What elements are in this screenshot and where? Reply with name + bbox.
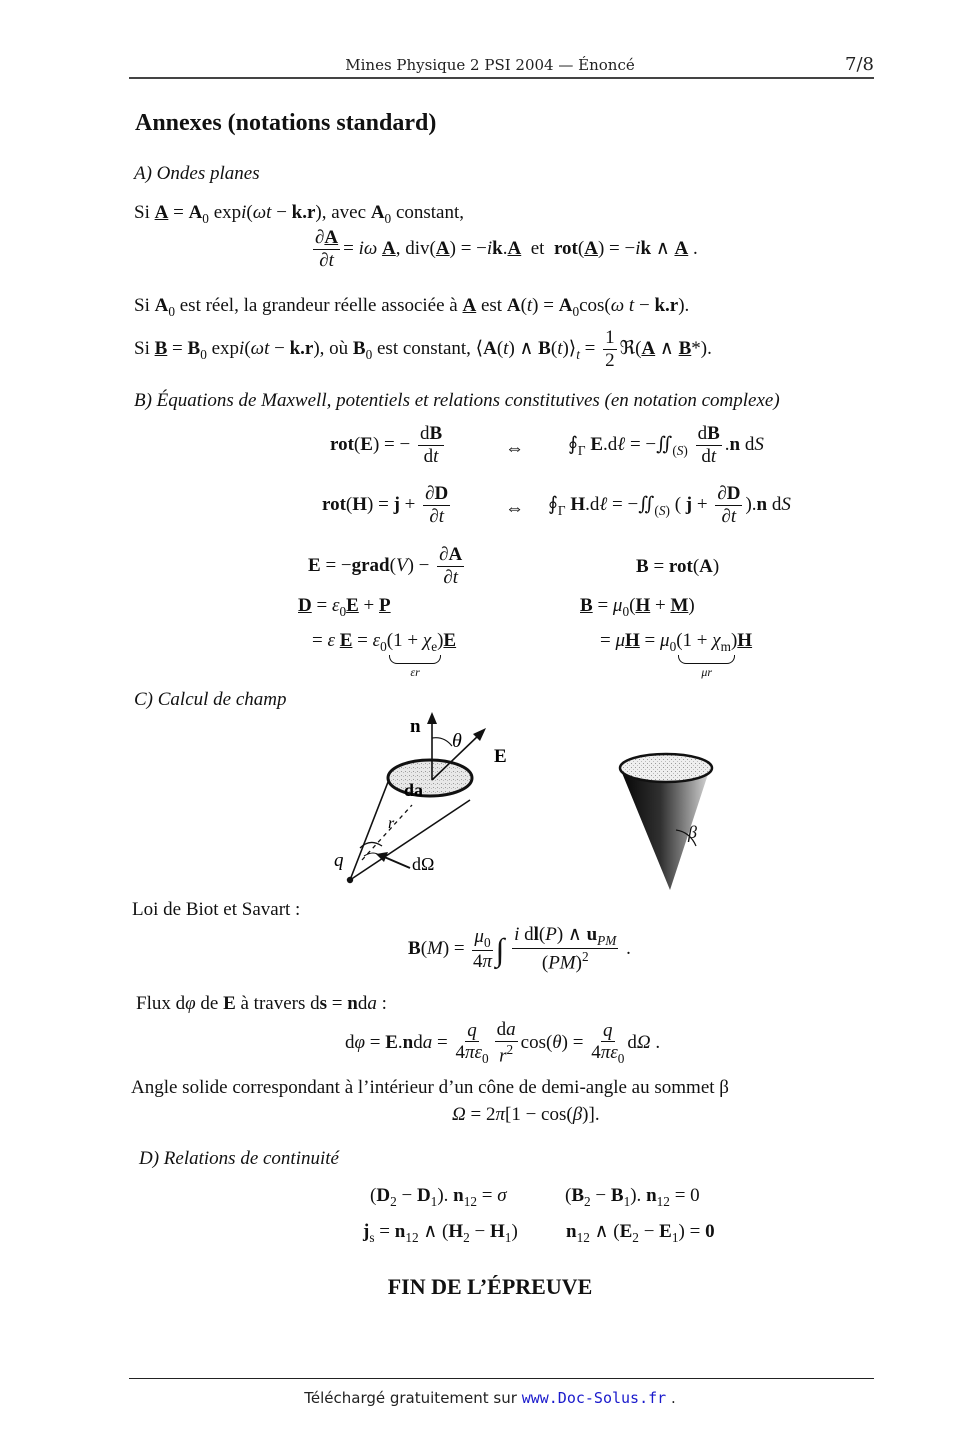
section-a-heading: A) Ondes planes: [134, 163, 260, 184]
header-rule: [129, 77, 874, 79]
maxwell-ampere-integral: $∮_\Gamma$ H.dℓ = $-∬_{(S)}$ ( j + $\frac{\partial D}{\partial t}$ ).n dS: [548, 483, 791, 527]
section-a-line1: Si $A = A_0$ expi(ωt − k.r), avec $A_0$ constant,: [134, 202, 465, 226]
label-theta: θ: [452, 730, 462, 752]
running-header: Mines Physique 2 PSI 2004 — Énoncé: [345, 56, 635, 74]
flux-label: Flux dφ de E à travers ds = nda :: [136, 993, 387, 1014]
cone-top: [620, 754, 712, 782]
brace-mu-r: $(1 + \chi_m)$ μr: [676, 630, 738, 679]
footer-text: Téléchargé gratuitement sur: [304, 1389, 517, 1407]
solid-angle-formula: Ω = 2π[1 − cos(β)].: [452, 1104, 600, 1125]
continuity-h: $j_s = n_{12}$ ∧ $(H_2 - H_1)$: [363, 1221, 518, 1245]
section-a-line4: Si $B = B_0$ expi(ωt − k.r), où $B_0$ est constant, ⟨A(t) ∧ $B(t)⟩_t$ = $\frac{1}{2}$ ℜ(A ∧ B*).: [134, 327, 712, 371]
footer-rule: [129, 1378, 874, 1379]
label-r: r: [388, 815, 395, 832]
section-b-heading: B) Équations de Maxwell, potentiels et relations constitutives (en notation complexe): [134, 390, 780, 411]
label-da: da: [404, 780, 424, 800]
label-domega: dΩ: [412, 854, 435, 874]
cone-figure: [610, 750, 730, 900]
section-d-heading: D) Relations de continuité: [139, 1148, 339, 1169]
label-e: E: [494, 746, 507, 767]
constitutive-b-2: = $\mu H = \mu_0(1 + \chi_m)$ μr H: [600, 630, 753, 679]
biot-savart-formula: B(M) = $\frac{\mu_0}{4\pi}$ ∫ $\frac{i dl(P) \wedge u_{PM}}{(PM)^2}$ .: [408, 924, 631, 974]
document-title: Annexes (notations standard): [135, 110, 437, 136]
potential-e: E = −grad(V) − $\frac{\partial A}{\partial t}$: [308, 544, 463, 588]
continuity-b: $(B_2 - B_1)$. $n_{12} = 0$: [565, 1185, 700, 1209]
constitutive-d: $D = \varepsilon_0E + P$: [298, 595, 391, 619]
equiv-symbol-1: ⇔: [505, 438, 524, 459]
section-a-line3: Si $A_0$ est réel, la grandeur réelle associée à A est $A(t) = A_0\cos(\omega$ t − k.r).: [134, 295, 690, 319]
section-a-line2: $\frac{\partial A}{\partial t}$ = iω A, div(A) = −ik.A et rot(A) = −ik ∧ A .: [315, 227, 698, 271]
continuity-e: $n_{12}$ ∧ $(E_2 - E_1) = 0$: [566, 1221, 715, 1245]
footer-link[interactable]: www.Doc-Solus.fr: [521, 1389, 667, 1407]
domega-pointer: [382, 856, 410, 868]
surface-element-disk: [388, 760, 472, 796]
potential-b: B = rot(A): [636, 556, 720, 577]
constitutive-d-2: = ε $E = \varepsilon_0(1 + \chi_e)$ εr E: [312, 630, 457, 679]
continuity-d: $(D_2 - D_1)$. $n_{12} = \sigma$: [370, 1185, 507, 1209]
label-n: n: [410, 716, 421, 737]
cone-edge-left: [350, 782, 388, 880]
brace-epsilon-r: $(1 + \chi_e)$ εr: [386, 630, 444, 679]
constitutive-b: $B = \mu_0(H + M)$: [580, 595, 695, 619]
end-of-exam: FIN DE L’ÉPREUVE: [387, 1274, 593, 1299]
maxwell-faraday-integral: $∮_\Gamma$ E.dℓ = $-∬_{(S)}$ $\frac{dB}{dt}$ .n dS: [568, 423, 764, 467]
label-beta: β: [688, 822, 697, 842]
biot-savart-label: Loi de Biot et Savart :: [132, 899, 301, 920]
theta-arc: [432, 738, 452, 746]
label-q: q: [334, 850, 344, 871]
maxwell-ampere-local: rot(H) = j + $\frac{\partial D}{\partial t}$: [322, 483, 449, 527]
flux-formula: dφ = E.nda = $\frac{q}{4\pi\varepsilon_0}$ $\frac{da}{r^2}$ cos(θ) = $\frac{q}{4\pi\varepsilon_0}$ dΩ .: [345, 1019, 661, 1067]
charge-point: [347, 877, 353, 883]
radius-line: [362, 805, 412, 860]
solid-angle-label: Angle solide correspondant à l’intérieur d’un cône de demi-angle au sommet β: [131, 1077, 729, 1098]
footer-suffix: .: [666, 1389, 676, 1407]
maxwell-faraday-local: rot(E) = − $\frac{dB}{dt}$: [330, 423, 443, 467]
section-c-heading: C) Calcul de champ: [134, 689, 287, 710]
flux-element-figure: [320, 710, 530, 890]
normal-arrowhead: [427, 712, 437, 724]
page-number: 7/8: [845, 54, 874, 75]
footer: [0, 1389, 980, 1407]
equiv-symbol-2: ⇔: [505, 498, 524, 519]
